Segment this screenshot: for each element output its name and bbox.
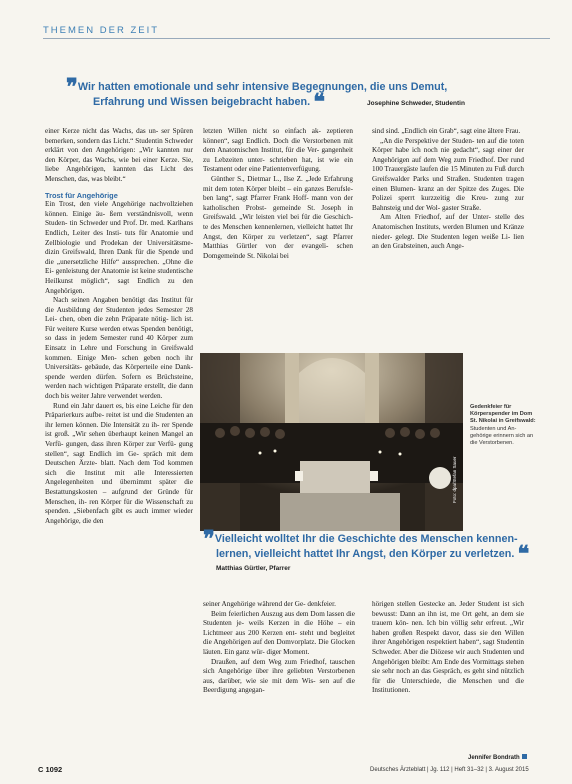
col4-paragraph: Beim feierlichen Auszug aus dem Dom lassen die Studenten je- weils Kerzen in die Höhe – ein Lichtmeer aus 200 Kerzen ent- steht und begleitet die Angehörigen auf den Domvorplatz. Die Glocken läuten. Ein ganz wür- diger Moment. (203, 609, 355, 656)
page-number: C 1092 (38, 765, 63, 774)
col1-paragraph: einer Kerze nicht das Wachs, das un- ser Spüren bemerken, sondern das Licht.“ Studentin Schweder erklärt von den Angehörigen: „Wir kannten nur den Körper, das Wachs, wie bei einer Kerze. Sie, liebe Angehörigen, kannten das Licht des Menschen, das, was bleibt.“ (45, 127, 193, 183)
column-5 (372, 600, 524, 750)
header-rule (43, 38, 550, 39)
pull-quote-mid-attribution: Matthias Gürtler, Pfarrer (216, 565, 291, 572)
church-photo (200, 353, 463, 531)
subheading-trost: Trost für Angehörige (45, 190, 118, 200)
open-quote-icon: ❞ (66, 74, 75, 99)
pull-quote-top-line1: Wir hatten emotionale und sehr intensive Begegnungen, die uns Demut, (77, 81, 448, 93)
col1-paragraph: Rund ein Jahr dauert es, bis eine Leiche für den Präparierkurs aufbe- reitet ist und die Studenten an ihr lernen können. Die Intensität zu ih- rer Spende ist groß. „Wir sehen überhaupt keinen Mangel an Verfü- gungen, dass ihren Körper zur Verfü- gung stellen“, sagt Endlich im Ge- spräch mit dem Deutschen Ärzte- blatt. Nach dem Tod kommen sich die Institut mit alle Interessierten Angelegenheiten und übernimmt später die Bestattungskosten – aufgrund der Gründe für Menschen, ih- ren Körper für die Wissenschaft zu spenden. „Siebenfach gibt es auch immer wieder Angehörige, die den (45, 401, 193, 525)
pull-quote-mid (203, 526, 527, 572)
journal-info: Deutsches Ärzteblatt | Jg. 112 | Heft 31–32 | 3. August 2015 (370, 767, 529, 773)
photo-caption-title: Gedenkfeier für Körperspender im Dom St. Nikolai in Greifswald: (470, 404, 536, 425)
author-name: Jennifer Bondrath (468, 755, 520, 761)
col1-paragraph: Ein Trost, den viele Angehörige nachvollziehen können. Einige äu- ßern verständnisvoll, wenn Studen- tin Schweder und Prof. Dr. med. Karlhans Endlich, Leiter des Insti- tuts für Anatomie und Zellbiologie und Prodekan der Universitätsme- dizin Greifswald, Ihren Dank für die Spende und die „unersetzliche Hilfe“ aussprechen. „Ohne die Ei- genleistung der Anatomie ist keine studentische Heilkunst möglich“, sagt Endlich zu den Angehörigen. (45, 200, 193, 295)
pull-quote-top-line2: Erfahrung und Wissen beigebracht haben. (93, 96, 311, 108)
pull-quote-mid-line2: lernen, vielleicht hattet Ihr Angst, den Körper zu verletzen. (216, 548, 515, 560)
photo-caption-text: Studenten und An- gehörige erinnern sich an die Verstorbenen. (470, 425, 534, 447)
col4-paragraph: seiner Angehörige während der Ge- denkfeier. (203, 600, 336, 608)
photo-credit: Foto: dpa/Stefan Sauer (452, 456, 457, 503)
col3-paragraph: „An die Perspektive der Studen- ten auf die toten Körper habe ich noch nie gedacht“, sagt einer der Angehörigen auf dem Weg zum Friedhof. Der rund 100 Trauergäste laufen die 15 Minuten zu Fuß durch Greifswalder Parks und Straßen. Studenten tragen einen Blumen- kranz an der Spitze des Zuges. Die Polizei sperrt kurzzeitig die Kreu- zung zur Bahnsteig und der Wol- gaster Straße. (372, 136, 524, 212)
close-quote-icon: ❝ (310, 89, 323, 114)
col2-paragraph: Günther S., Dietmar L., Ilse Z. „Jede Erfahrung mit dem toten Körper bleibt – ein ganzes Berufsle- ben lang“, sagt Pfarrer Frank Hoff- mann von der katholischen Probst- gemeinde St. Joseph in Greifswald. „Wir leisten viel bei für die Geschich- te des Menschen kennenlernen, vielleicht hattet Ihr Angst, den Körper zu verletzen“, sagt Pfarrer Matthias Gürtler von der evangeli- schen Domgemeinde St. Nikolai bei (203, 174, 353, 260)
column-1 (45, 127, 193, 757)
col3-paragraph: Am Alten Friedhof, auf der Unter- stelle des Anatomischen Instituts, werden Blumen und Kränze nieder- gelegt. Die Studenten legen weiße Li- lien an den Grabsteinen, auch Ange- (372, 213, 524, 251)
column-4 (203, 600, 355, 760)
column-2 (203, 127, 353, 349)
pull-quote-mid-line1: Vielleicht wolltet Ihr die Geschichte des Menschen kennen- (214, 533, 518, 545)
col4-paragraph: Draußen, auf dem Weg zum Friedhof, tauschen sich Angehörige über ihre geliebten Verstorbenen aus, darüber, wie sie mit dem Wis- sen auf die Beerdigung angegan- (203, 657, 355, 695)
article-author (468, 754, 527, 761)
pull-quote-top-attribution: Josephine Schweder, Studentin (367, 100, 465, 107)
end-mark-icon (522, 754, 527, 759)
col1-paragraph: Nach seinen Angaben benötigt das Institut für die Ausbildung der Studenten jedes Semester 28 Lei- chen, oben die zehn Präparate nötig- lich ist. Für weitere Kurse werden etwas Spenden benötigt, so dass in jedem Semester rund 40 Körper zum Einsatz in Lehre und Forschung in Greifswald kommen. Einige Men- schen geben noch ihr Universitäts- gebäude, das Körperteile eine Dank- spende werden dürfen. Sofern es Brüchsteine, werden nach wichtigen Präparate erstellt, die dann doch bis weiter Jahre verwendet werden. (45, 296, 193, 401)
church-photo-image (200, 353, 463, 531)
photo-caption (470, 404, 536, 447)
col5-paragraph: hörigen stellen Gestecke an. Jeder Student ist sich bewusst: Dann an ihn ist, me Ort geht, an dem sie trauern kön- nen. Ich bin völlig sehr erfreut. „Wir haben großen Respekt davor, dass sie den Willen ihrer Angehörigen respektiert haben“, sagt Studentin Schweder. Aber die Diözese wir auch Studenten und Angehörigen bleibt: Am Ende des Vormittags stehen sie sehr noch an das Gespräch, es geht sind nützlich für die Unterschiede, die Menschen und die Institutionen. (372, 600, 524, 695)
pull-quote-top (66, 74, 465, 114)
column-3 (372, 127, 524, 349)
open-quote-icon: ❞ (203, 526, 212, 551)
col3-paragraph: sind sind. „Endlich ein Grab“, sagt eine ältere Frau. (372, 127, 521, 135)
close-quote-icon: ❝ (514, 541, 527, 566)
section-header: THEMEN DER ZEIT (43, 25, 160, 36)
col2-paragraph: letzten Willen nicht so einfach ak- zeptieren können“, sagt Endlich. Doch die Verstorbenen mit dem Anatomischen Institut, für die Ver- gangenheit zu Lebzeiten unter- schrieben hat, ist wie ein Testament oder eine Patientenverfügung. (203, 127, 353, 174)
